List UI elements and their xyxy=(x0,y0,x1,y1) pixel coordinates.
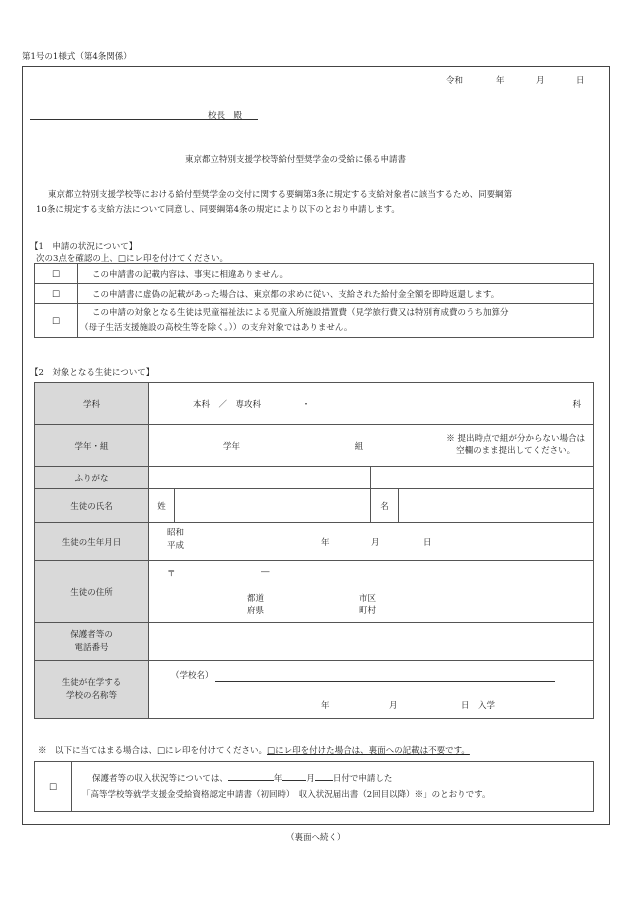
enroll-month: 月 xyxy=(389,701,398,711)
footer-continue: （裏面へ続く） xyxy=(286,833,346,843)
birth-era xyxy=(167,527,184,553)
date-month: 月 xyxy=(536,76,545,86)
income-text xyxy=(72,762,594,812)
date-day: 日 xyxy=(576,76,585,86)
birth-era-heisei: 平成 xyxy=(167,541,185,551)
confirm-text-3a: この申請の対象となる生徒は児童福祉法による児童入所施設措置費（見学旅行費又は特別育成費のうち加算分 xyxy=(92,307,509,318)
postal-dash: ― xyxy=(261,567,270,577)
intro-line1: 東京都立特別支援学校等における給付型奨学金の交付に関する要綱第3条に規定する支給対象者に該当するため、同要綱第 xyxy=(48,190,513,200)
label-phone xyxy=(35,623,149,661)
school-name-label: （学校名） xyxy=(171,671,214,681)
income-blank-day[interactable] xyxy=(315,771,333,781)
school-label-2: 学校の名称等 xyxy=(65,690,117,701)
confirm-text-2: この申請書に虚偽の記載があった場合は、東京都の求めに従い、支給された給付金全額を即時返還します。 xyxy=(78,284,594,304)
prefecture xyxy=(247,593,264,617)
note-text xyxy=(38,744,470,756)
grade-note xyxy=(446,433,585,457)
school-name-line xyxy=(215,671,555,682)
confirm-checkbox-2[interactable]: □ xyxy=(35,284,78,304)
confirm-text-1: この申請書の記載内容は、事実に相違ありません。 xyxy=(78,264,594,284)
given-label: 名 xyxy=(371,489,399,523)
birth-day: 日 xyxy=(423,538,432,548)
grade-note-2: 空欄のまま提出してください。 xyxy=(456,446,576,456)
field-department[interactable] xyxy=(149,383,594,425)
intro-line2: 10条に規定する支給方法について同意し、同要綱第4条の規定により以下のとおり申請します。 xyxy=(36,205,400,215)
label-furigana: ふりがな xyxy=(35,467,149,489)
municipality xyxy=(359,593,376,617)
section1-instruction: 次の3点を確認の上、□にレ印を付けてください。 xyxy=(36,254,228,264)
surname-label: 姓 xyxy=(149,489,175,523)
date-era: 令和 xyxy=(446,76,464,86)
label-name: 生徒の氏名 xyxy=(35,489,149,523)
income-table xyxy=(34,761,594,812)
field-given-name[interactable] xyxy=(399,489,594,523)
city-2: 町村 xyxy=(359,606,377,616)
income-blank-year[interactable] xyxy=(228,771,274,781)
student-table xyxy=(34,382,594,719)
birth-era-showa: 昭和 xyxy=(167,528,185,538)
confirm-checkbox-1[interactable]: □ xyxy=(35,264,78,284)
birth-year: 年 xyxy=(321,538,330,548)
income-line1-a: 保護者等の収入状況等については、 xyxy=(92,773,228,784)
confirm-checkbox-3[interactable]: □ xyxy=(35,304,78,338)
field-school[interactable] xyxy=(149,661,594,719)
school-label-1: 生徒が在学する xyxy=(61,677,122,688)
pref-2: 府県 xyxy=(247,606,265,616)
confirmation-table xyxy=(34,263,594,338)
addressee: 校長 殿 xyxy=(208,111,243,121)
department-main: 本科 ／ 専攻科 xyxy=(193,399,262,410)
section2-heading: 【2 対象となる生徒について】 xyxy=(30,368,155,378)
field-address[interactable] xyxy=(149,561,594,623)
income-line2: 「高等学校等就学支援金受給資格認定申請書（初回時） 収入状況届出書（2回目以降）※」のとおりです。 xyxy=(82,789,491,800)
confirm-text-3 xyxy=(78,304,594,338)
birth-month: 月 xyxy=(371,538,380,548)
income-checkbox[interactable]: □ xyxy=(35,762,72,812)
income-blank-month[interactable] xyxy=(282,771,306,781)
phone-label-1: 保護者等の xyxy=(70,629,113,640)
note-underlined: □にレ印を付けた場合は、裏面への記載は不要です。 xyxy=(267,746,470,756)
field-phone[interactable] xyxy=(149,623,594,661)
city-1: 市区 xyxy=(359,594,377,604)
field-furigana-surname[interactable] xyxy=(149,467,371,489)
class-unit: 組 xyxy=(354,441,364,452)
label-grade: 学年・組 xyxy=(35,425,149,467)
section1-heading: 【1 申請の状況について】 xyxy=(30,242,138,252)
income-line1-b: 日付で申請した xyxy=(332,773,393,784)
date-year: 年 xyxy=(496,76,505,86)
pref-1: 都道 xyxy=(247,594,265,604)
phone-label-2: 電話番号 xyxy=(74,642,109,653)
page-title: 東京都立特別支援学校等給付型奨学金の受給に係る申請書 xyxy=(185,155,407,165)
grade-note-1: ※ 提出時点で組が分からない場合は xyxy=(446,434,585,444)
postal-mark: 〒 xyxy=(167,569,176,579)
note-main: ※ 以下に当てはまる場合は、□にレ印を付けてください。 xyxy=(38,746,268,756)
label-address: 生徒の住所 xyxy=(35,561,149,623)
enroll-year: 年 xyxy=(321,701,330,711)
department-dot: ・ xyxy=(301,399,311,410)
label-birthdate: 生徒の生年月日 xyxy=(35,523,149,561)
enroll-day: 日 入学 xyxy=(461,701,496,711)
form-id: 第1号の1様式（第4条関係） xyxy=(22,52,132,62)
field-furigana-given[interactable] xyxy=(371,467,594,489)
field-birthdate[interactable] xyxy=(149,523,594,561)
grade-unit: 学年 xyxy=(223,441,241,452)
income-year: 年 xyxy=(273,773,283,784)
income-month: 月 xyxy=(306,773,315,784)
confirm-text-3b: （母子生活支援施設の高校生等を除く。））の支弁対象ではありません。 xyxy=(80,322,353,333)
field-grade[interactable] xyxy=(149,425,594,467)
label-school xyxy=(35,661,149,719)
field-surname[interactable] xyxy=(175,489,371,523)
department-suffix: 科 xyxy=(572,399,581,410)
label-department: 学科 xyxy=(35,383,149,425)
